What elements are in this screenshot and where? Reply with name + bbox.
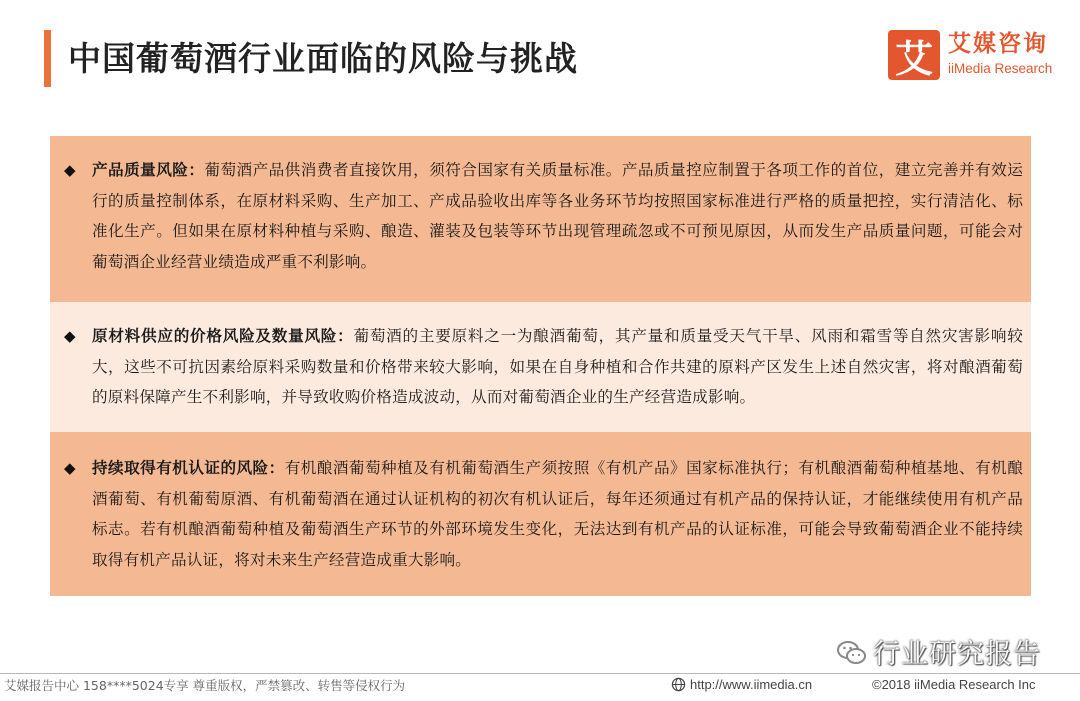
risk-title: 持续取得有机认证的风险： xyxy=(92,459,285,477)
risk-panel-raw-material xyxy=(50,302,1031,432)
footer-website-link[interactable] xyxy=(671,677,812,692)
footer-copyright: ©2018 iiMedia Research Inc xyxy=(872,677,1036,692)
risk-paragraph xyxy=(92,136,1031,277)
iimedia-logo xyxy=(888,30,1068,82)
wechat-icon xyxy=(837,640,867,666)
footer-url-text[interactable]: http://www.iimedia.cn xyxy=(690,677,813,692)
globe-icon xyxy=(671,677,686,692)
watermark-text: 行业研究报告 xyxy=(873,639,1041,670)
risk-title: 产品质量风险： xyxy=(92,161,205,179)
logo-mark: 艾 xyxy=(888,30,940,80)
risk-paragraph xyxy=(92,432,1031,575)
risk-text: 有机酿酒葡萄种植及有机葡萄酒生产须按照《有机产品》国家标准执行；有机酿酒葡萄种植基地、有机酿酒葡萄、有机葡萄原酒、有机葡萄酒在通过认证机构的初次有机认证后，每年还须通过有机产品的保持认证，才能继续使用有机产品标志。若有机酿酒葡萄种植及葡萄酒生产环节的外部环境发生变化，无法达到有机产品的认证标准，可能会导致葡萄酒企业不能持续取得有机产品认证，将对未来生产经营造成重大影响。 xyxy=(92,459,1024,569)
diamond-bullet-icon: ◆ xyxy=(64,327,76,345)
risk-text: 葡萄酒产品供消费者直接饮用，须符合国家有关质量标准。产品质量控应制置于各项工作的首位，建立完善并有效运行的质量控制体系，在原材料采购、生产加工、产成品验收出库等各业务环节均按照国家标准进行严格的质量把控，实行清洁化、标准化生产。但如果在原材料种植与采购、酿造、灌装及包装等环节出现管理疏忽或不可预见原因，从而发生产品质量问题，可能会对葡萄酒企业经营业绩造成严重不利影响。 xyxy=(92,161,1024,271)
logo-name-cn: 艾媒咨询 xyxy=(948,31,1048,57)
logo-name-en: iiMedia Research xyxy=(948,61,1053,76)
risk-paragraph xyxy=(92,302,1031,413)
footer-divider xyxy=(0,673,1080,674)
risk-panel-organic-cert xyxy=(50,432,1031,596)
footer-copyright-notice: 艾媒报告中心 158****5024专享 尊重版权，严禁篡改、转售等侵权行为 xyxy=(4,678,406,693)
title-accent-bar xyxy=(44,30,51,87)
risk-panel-quality xyxy=(50,136,1031,302)
wechat-watermark xyxy=(837,632,1041,671)
page-title: 中国葡萄酒行业面临的风险与挑战 xyxy=(68,39,578,78)
risk-text: 葡萄酒的主要原料之一为酿酒葡萄，其产量和质量受天气干旱、风雨和霜雪等自然灾害影响较大，这些不可抗因素给原料采购数量和价格带来较大影响，如果在自身种植和合作共建的原料产区发生上述自然灾害，将对酿酒葡萄的原料保障产生不利影响，并导致收购价格造成波动，从而对葡萄酒企业的生产经营造成影响。 xyxy=(92,327,1024,406)
risk-title: 原材料供应的价格风险及数量风险： xyxy=(92,327,354,345)
diamond-bullet-icon: ◆ xyxy=(64,161,76,179)
diamond-bullet-icon: ◆ xyxy=(64,459,76,477)
